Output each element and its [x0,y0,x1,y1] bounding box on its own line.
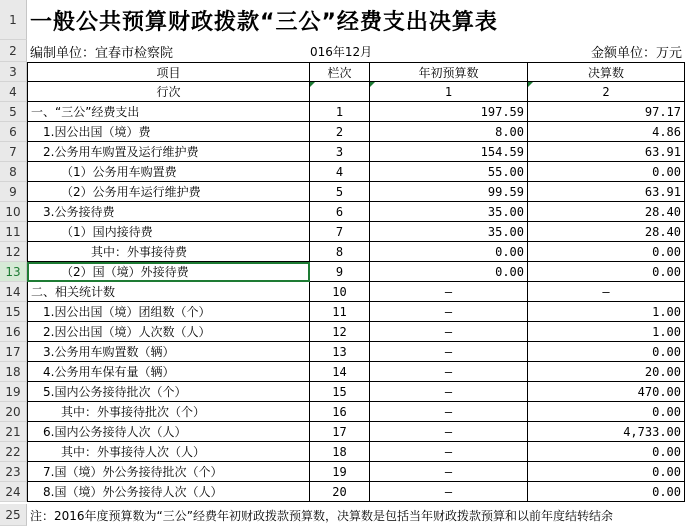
budget-cell[interactable]: 8.00 [370,122,528,142]
item-cell[interactable]: 1.因公出国（境）费 [27,122,310,142]
col-no-cell[interactable]: 15 [310,382,370,402]
table-row [27,162,685,182]
line-budget-no[interactable] [370,82,528,102]
final-cell[interactable]: 0.00 [528,242,685,262]
row-header-2[interactable]: 2 [0,40,27,62]
table-row [27,302,685,322]
col-no-cell[interactable]: 20 [310,482,370,502]
row-header-5[interactable]: 5 [0,102,27,122]
table-row [27,262,685,282]
green-triangle-icon [528,82,533,87]
meta-row [27,40,685,62]
row-header-9[interactable]: 9 [0,182,27,202]
item-cell[interactable]: 5.国内公务接待批次（个） [27,382,310,402]
line-number-row [27,82,685,102]
row-header-21[interactable]: 21 [0,422,27,442]
row-header-16[interactable]: 16 [0,322,27,342]
item-cell[interactable]: 其中：外事接待费 [27,242,310,262]
col-no-cell[interactable]: 4 [310,162,370,182]
final-cell[interactable]: 0.00 [528,162,685,182]
budget-cell[interactable]: — [370,282,528,302]
table-row [27,342,685,362]
date-label[interactable]: 016年12月 [310,44,373,59]
row-header-20[interactable]: 20 [0,402,27,422]
table-row [27,462,685,482]
row-header-1[interactable]: 1 [0,0,27,40]
col-no-cell[interactable]: 8 [310,242,370,262]
final-cell[interactable]: — [528,282,685,302]
item-cell[interactable]: 7.国（境）外公务接待批次（个） [27,462,310,482]
line-budget-no-text: 1 [444,84,453,99]
budget-cell[interactable]: 0.00 [370,242,528,262]
final-cell[interactable]: 0.00 [528,442,685,462]
header-row [27,62,685,82]
table-row [27,402,685,422]
final-cell[interactable]: 28.40 [528,222,685,242]
line-final-no[interactable] [528,82,685,102]
col-no-cell[interactable]: 14 [310,362,370,382]
col-no-cell[interactable]: 16 [310,402,370,422]
item-cell[interactable]: （1）公务用车购置费 [27,162,310,182]
item-cell[interactable]: 2.因公出国（境）人次数（人） [27,322,310,342]
line-final-no-text: 2 [602,84,610,99]
col-no-cell[interactable]: 1 [310,102,370,122]
col-no-cell[interactable]: 5 [310,182,370,202]
budget-cell[interactable]: 55.00 [370,162,528,182]
budget-cell[interactable]: — [370,302,528,322]
final-cell[interactable]: 28.40 [528,202,685,222]
final-cell[interactable]: 0.00 [528,482,685,502]
col-no-cell[interactable]: 10 [310,282,370,302]
final-cell[interactable]: 63.91 [528,142,685,162]
final-cell[interactable]: 20.00 [528,362,685,382]
row-header-10[interactable]: 10 [0,202,27,222]
row-header-24[interactable]: 24 [0,482,27,502]
row-header-23[interactable]: 23 [0,462,27,482]
final-cell[interactable]: 470.00 [528,382,685,402]
item-cell[interactable]: 8.国（境）外公务接待人次（人） [27,482,310,502]
col-no-cell[interactable]: 17 [310,422,370,442]
row-header-17[interactable]: 17 [0,342,27,362]
header-item[interactable]: 项目 [27,63,310,82]
item-cell[interactable]: 3.公务用车购置数（辆） [27,342,310,362]
col-no-cell[interactable]: 12 [310,322,370,342]
item-cell[interactable]: （1）国内接待费 [27,222,310,242]
budget-cell[interactable]: — [370,442,528,462]
row-header-13[interactable]: 13 [0,262,27,282]
table-row [27,122,685,142]
col-no-cell[interactable]: 2 [310,122,370,142]
final-cell[interactable]: 0.00 [528,262,685,282]
table-title[interactable]: 一般公共预算财政拨款“三公”经费支出决算表 [30,9,498,35]
row-header-8[interactable]: 8 [0,162,27,182]
table-row [27,222,685,242]
row-header-4[interactable]: 4 [0,82,27,102]
item-cell[interactable]: （2）公务用车运行维护费 [27,182,310,202]
col-no-cell[interactable]: 18 [310,442,370,462]
item-cell[interactable]: （2）国（境）外接待费 [27,262,310,282]
item-cell[interactable]: 3.公务接待费 [27,202,310,222]
budget-cell[interactable]: — [370,342,528,362]
final-cell[interactable]: 0.00 [528,402,685,422]
final-cell[interactable]: 4,733.00 [528,422,685,442]
amount-unit-label[interactable]: 金额单位：万元 [590,45,682,61]
row-header-22[interactable]: 22 [0,442,27,462]
table-row [27,482,685,502]
item-cell[interactable]: 其中：外事接待批次（个） [27,402,310,422]
budget-cell[interactable]: 35.00 [370,222,528,242]
table-row [27,282,685,302]
row-header-19[interactable]: 19 [0,382,27,402]
col-no-cell[interactable]: 6 [310,202,370,222]
budget-cell[interactable]: — [370,322,528,342]
item-cell[interactable]: 一、“三公”经费支出 [27,102,310,122]
final-cell[interactable]: 0.00 [528,342,685,362]
row-header-7[interactable]: 7 [0,142,27,162]
title-row [27,0,685,40]
item-cell[interactable]: 二、相关统计数 [27,282,310,302]
note-row [27,504,685,526]
col-no-cell[interactable]: 13 [310,342,370,362]
budget-cell[interactable]: — [370,462,528,482]
line-col-no-empty[interactable] [310,82,370,102]
budget-cell[interactable]: — [370,382,528,402]
table-row [27,322,685,342]
final-cell[interactable]: 0.00 [528,462,685,482]
table-row [27,362,685,382]
item-cell[interactable]: 1.因公出国（境）团组数（个） [27,302,310,322]
line-label[interactable]: 行次 [27,82,310,102]
budget-cell[interactable]: 154.59 [370,142,528,162]
item-cell[interactable]: 4.公务用车保有量（辆） [27,362,310,382]
header-col-no[interactable]: 栏次 [310,63,370,82]
item-cell[interactable]: 2.公务用车购置及运行维护费 [27,142,310,162]
row-header-15[interactable]: 15 [0,302,27,322]
header-budget[interactable]: 年初预算数 [370,63,528,82]
table-row [27,182,685,202]
footnote[interactable]: 注：2016年度预算数为“三公”经费年初财政拨款预算数，决算数是包括当年财政拨款预算和以前年度结转结余 [30,508,613,523]
table-row [27,442,685,462]
budget-cell[interactable]: 99.59 [370,182,528,202]
budget-cell[interactable]: — [370,422,528,442]
col-no-cell[interactable]: 9 [310,262,370,282]
col-no-cell[interactable]: 19 [310,462,370,482]
table-row [27,242,685,262]
budget-cell[interactable]: 197.59 [370,102,528,122]
green-triangle-icon [370,82,375,87]
budget-cell[interactable]: 0.00 [370,262,528,282]
col-no-cell[interactable]: 7 [310,222,370,242]
table-row [27,102,685,122]
row-header-14[interactable]: 14 [0,282,27,302]
row-header-18[interactable]: 18 [0,362,27,382]
row-header-25[interactable]: 25 [0,504,27,526]
header-final[interactable]: 决算数 [528,63,685,82]
budget-cell[interactable]: — [370,402,528,422]
table-row [27,382,685,402]
budget-cell[interactable]: — [370,362,528,382]
final-cell[interactable]: 1.00 [528,302,685,322]
unit-label[interactable]: 编制单位：宜春市检察院 [30,45,174,61]
row-header-3[interactable]: 3 [0,62,27,82]
row-header-12[interactable]: 12 [0,242,27,262]
final-cell[interactable]: 1.00 [528,322,685,342]
row-header-6[interactable]: 6 [0,122,27,142]
green-triangle-icon [310,82,315,87]
budget-cell[interactable]: 35.00 [370,202,528,222]
table-row [27,422,685,442]
col-no-cell[interactable]: 3 [310,142,370,162]
table-row [27,142,685,162]
final-cell[interactable]: 4.86 [528,122,685,142]
budget-cell[interactable]: — [370,482,528,502]
col-no-cell[interactable]: 11 [310,302,370,322]
final-cell[interactable]: 97.17 [528,102,685,122]
final-cell[interactable]: 63.91 [528,182,685,202]
row-header-11[interactable]: 11 [0,222,27,242]
table-row [27,202,685,222]
item-cell[interactable]: 6.国内公务接待人次（人） [27,422,310,442]
item-cell[interactable]: 其中：外事接待人次（人） [27,442,310,462]
